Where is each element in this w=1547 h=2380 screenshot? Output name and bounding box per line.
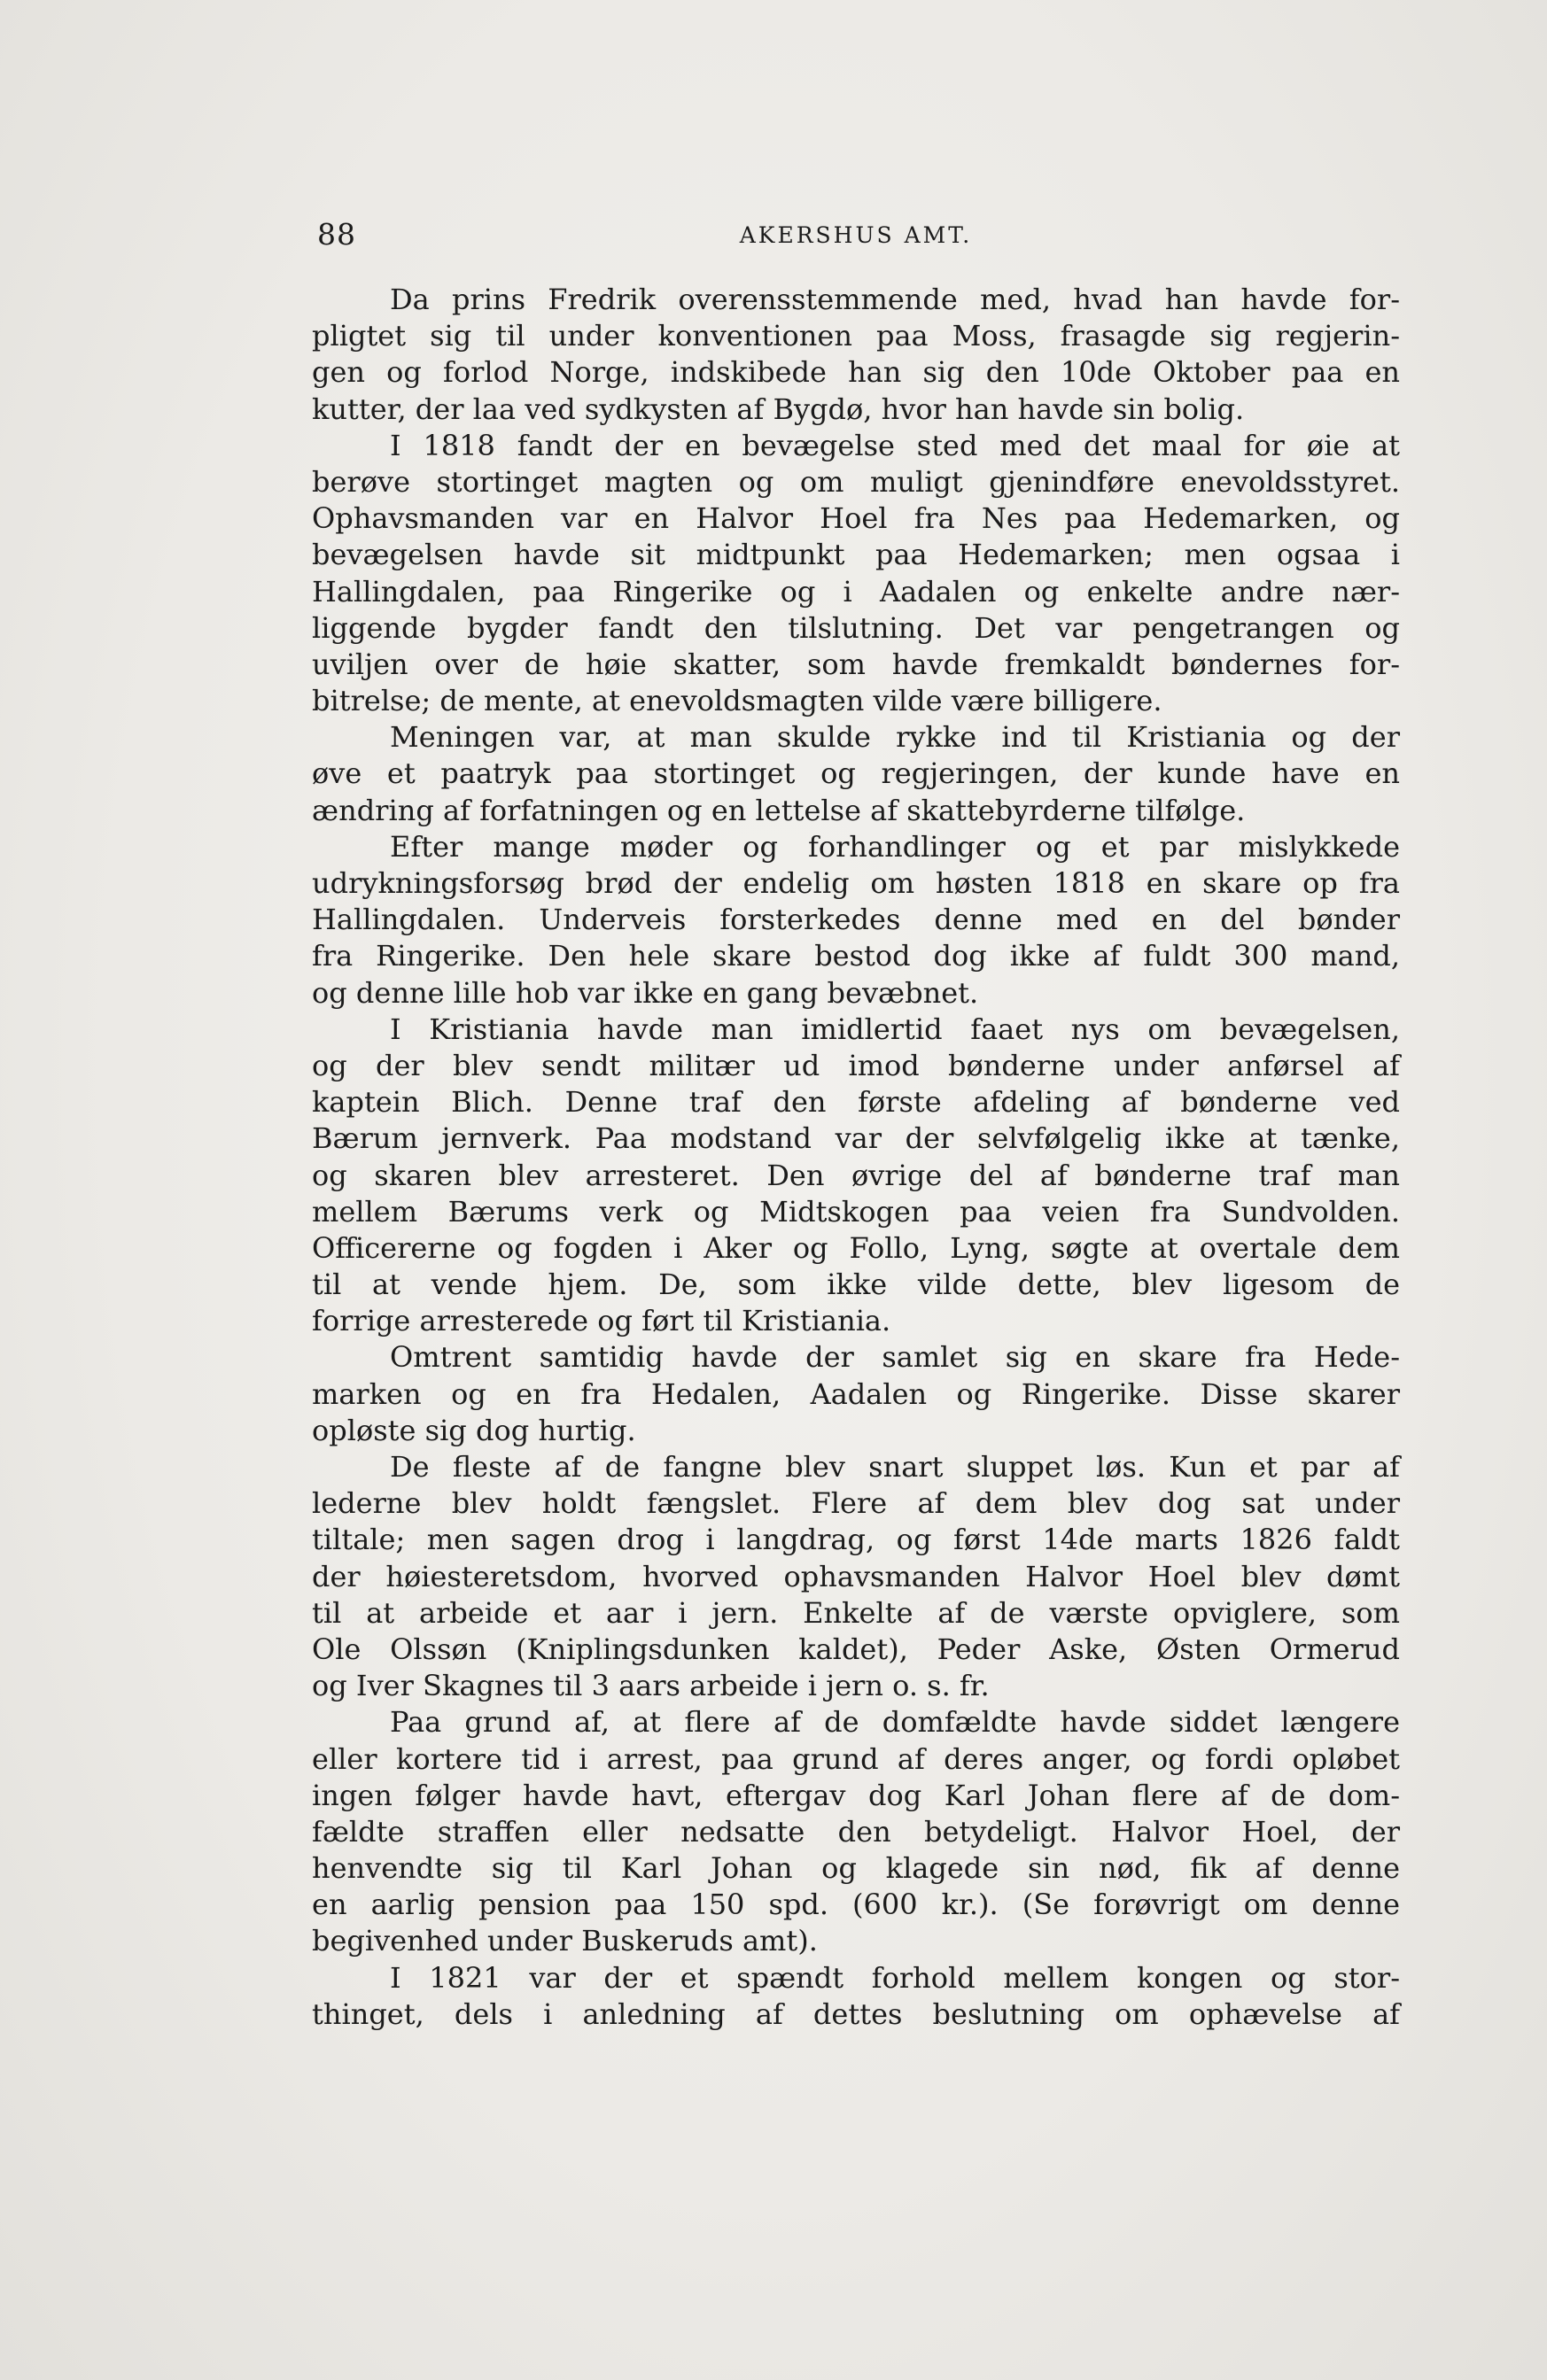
text-line: ingen følger havde havt, eftergav dog Karl Johan flere af de dom- (312, 1778, 1400, 1812)
text-line: til at vende hjem. De, som ikke vilde dette, blev ligesom de (312, 1268, 1400, 1302)
text-line: marken og en fra Hedalen, Aadalen og Ringerike. Disse skarer (312, 1376, 1400, 1411)
text-line: Da prins Fredrik overensstemmende med, hvad han havde for- (390, 283, 1400, 316)
text-line: Officererne og fogden i Aker og Follo, Lyng, søgte at overtale dem (312, 1230, 1400, 1265)
text-line: pligtet sig til under konventionen paa Moss, frasagde sig regjerin- (312, 319, 1400, 353)
text-line: Ole Olssøn (Kniplingsdunken kaldet), Peder Aske, Østen Ormerud (312, 1632, 1400, 1666)
text-line: og skaren blev arresteret. Den øvrige del af bønderne traf man (312, 1158, 1400, 1192)
text-line: til at arbeide et aar i jern. Enkelte af de værste opviglere, som (312, 1595, 1400, 1630)
text-line: gen og forlod Norge, indskibede han sig den 10de Oktober paa en (312, 355, 1400, 390)
text-line: liggende bygder fandt den tilslutning. Det var pengetrangen og (312, 610, 1400, 645)
text-line: kutter, der laa ved sydkysten af Bygdø, hvor han havde sin bolig. (312, 391, 1245, 426)
text-line: I 1821 var der et spændt forhold mellem kongen og stor- (390, 1960, 1400, 1995)
text-line: lederne blev holdt fængslet. Flere af dem blev dog sat under (312, 1486, 1400, 1521)
running-title: AKERSHUS AMT. (739, 222, 973, 248)
text-line: thinget, dels i anledning af dettes beslutning om ophævelse af (312, 1996, 1400, 2031)
text-line: en aarlig pension paa 150 spd. (600 kr.). (Se forøvrigt om denne (312, 1888, 1400, 1922)
text-line: tiltale; men sagen drog i langdrag, og først 14de marts 1826 faldt (312, 1523, 1400, 1557)
text-line: eller kortere tid i arrest, paa grund af deres anger, og fordi opløbet (312, 1741, 1400, 1776)
text-line: der høiesteretsdom, hvorved ophavsmanden Halvor Hoel blev dømt (312, 1559, 1400, 1593)
text-line: I Kristiania havde man imidlertid faaet nys om bevægelsen, (390, 1012, 1400, 1046)
text-line: uviljen over de høie skatter, som havde fremkaldt bøndernes for- (312, 647, 1400, 681)
text-line: fra Ringerike. Den hele skare bestod dog ikke af fuldt 300 mand, (312, 939, 1400, 973)
text-line: Efter mange møder og forhandlinger og et par mislykkede (390, 829, 1400, 864)
text-line: og denne lille hob var ikke en gang bevæbnet. (312, 975, 979, 1010)
body-text (312, 282, 1400, 2033)
text-line: Paa grund af, at flere af de domfældte havde siddet længere (390, 1705, 1400, 1740)
text-line: ændring af forfatningen og en lettelse af skattebyrderne tilfølge. (312, 793, 1246, 827)
text-line: I 1818 fandt der en bevægelse sted med det maal for øie at (390, 428, 1400, 462)
text-line: De fleste af de fangne blev snart sluppet løs. Kun et par af (390, 1450, 1400, 1484)
text-line: og Iver Skagnes til 3 aars arbeide i jern o. s. fr. (312, 1669, 990, 1703)
text-line: øve et paatryk paa stortinget og regjeringen, der kunde have en (312, 756, 1400, 791)
text-line: begivenhed under Buskeruds amt). (312, 1924, 818, 1958)
text-line: Hallingdalen, paa Ringerike og i Aadalen og enkelte andre nær- (312, 574, 1400, 609)
text-line: bitrelse; de mente, at enevoldsmagten vilde være billigere. (312, 684, 1162, 718)
text-line: Ophavsmanden var en Halvor Hoel fra Nes paa Hedemarken, og (312, 501, 1400, 536)
text-line: Omtrent samtidig havde der samlet sig en skare fra Hede- (390, 1340, 1400, 1375)
text-line: mellem Bærums verk og Midtskogen paa veien fra Sundvolden. (312, 1194, 1400, 1229)
text-line: henvendte sig til Karl Johan og klagede sin nød, fik af denne (312, 1851, 1400, 1886)
page-header (312, 217, 1400, 256)
text-line: Bærum jernverk. Paa modstand var der selvfølgelig ikke at tænke, (312, 1121, 1400, 1156)
text-line: berøve stortinget magten og om muligt gjenindføre enevoldsstyret. (312, 464, 1400, 499)
text-line: Meningen var, at man skulde rykke ind til Kristiania og der (390, 720, 1400, 755)
text-line: forrige arresterede og ført til Kristiania. (312, 1304, 891, 1338)
text-line: opløste sig dog hurtig. (312, 1413, 636, 1447)
text-line: fældte straffen eller nedsatte den betydeligt. Halvor Hoel, der (312, 1814, 1400, 1849)
page-number: 88 (317, 217, 356, 252)
text-line: og der blev sendt militær ud imod bønderne under anførsel af (312, 1048, 1400, 1082)
text-line: Hallingdalen. Underveis forsterkedes denne med en del bønder (312, 903, 1400, 937)
text-line: kaptein Blich. Denne traf den første afdeling af bønderne ved (312, 1085, 1400, 1120)
text-line: udrykningsforsøg brød der endelig om høsten 1818 en skare op fra (312, 866, 1400, 900)
text-line: bevægelsen havde sit midtpunkt paa Hedemarken; men ogsaa i (312, 538, 1400, 572)
